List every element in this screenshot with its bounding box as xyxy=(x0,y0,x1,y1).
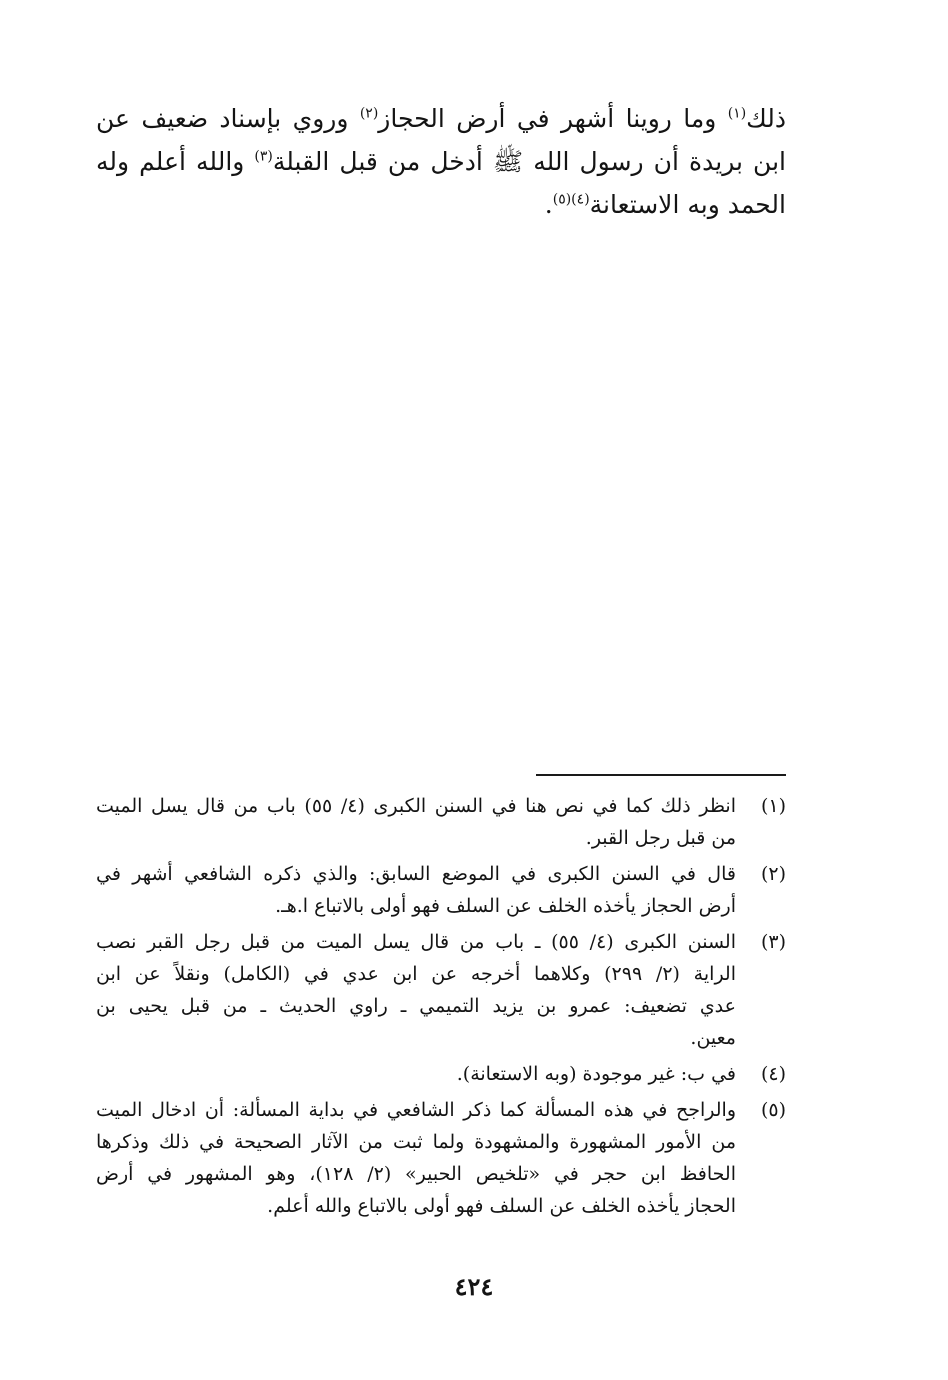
text-segment: الحمد وبه الاستعانة xyxy=(589,190,786,219)
footnote-item xyxy=(96,1094,786,1222)
footnote-number: (٢) xyxy=(760,863,786,885)
main-text-line xyxy=(96,183,786,226)
footnote-separator xyxy=(536,774,786,776)
text-segment: ابن بريدة أن رسول الله ﷺ أدخل من قبل القبلة xyxy=(272,147,786,176)
page-number: ٤٢٤ xyxy=(454,1272,494,1301)
footnote-line: عدي تضعيف: عمرو بن يزيد التميمي ـ راوي الحديث ـ من قبل يحيى بن xyxy=(96,995,736,1017)
footnote-number: (٤) xyxy=(760,1063,786,1085)
footnote-number: (٥) xyxy=(760,1099,786,1121)
footnote-line: الراية (٢/ ٢٩٩) وكلاهما أخرجه عن ابن عدي في (الكامل) ونقلاً عن ابن xyxy=(96,963,736,985)
footnote-line: السنن الكبرى (٤/ ٥٥) ـ باب من قال يسل الميت من قبل رجل القبر نصب xyxy=(96,931,736,953)
text-segment: والله أعلم وله xyxy=(96,147,255,176)
main-text-line xyxy=(96,97,786,140)
footnote-text xyxy=(96,926,736,1054)
footnote-line: من الأمور المشهورة والمشهودة ولما ثبت من الآثار الصحيحة في ذلك وذكرها xyxy=(96,1131,736,1153)
footnote-item xyxy=(96,926,786,1054)
text-segment: وروي بإسناد ضعيف عن xyxy=(96,104,360,133)
footnote-line: الحافظ ابن حجر في «تلخيص الحبير» (٢/ ١٢٨)، وهو المشهور في أرض xyxy=(96,1163,736,1185)
footnote-line: قال في السنن الكبرى في الموضع السابق: والذي ذكره الشافعي أشهر في xyxy=(96,863,736,885)
footnote-reference[interactable]: (٤)(٥) xyxy=(552,191,590,208)
footnote-reference[interactable]: (٣) xyxy=(254,148,273,165)
footnote-line: من قبل رجل القبر. xyxy=(585,827,736,849)
text-segment: وما روينا أشهر في أرض الحجاز xyxy=(378,104,728,133)
text-segment: . xyxy=(544,190,553,219)
footnote-line: أرض الحجاز يأخذه الخلف عن السلف فهو أولى بالاتباع ا.هـ. xyxy=(275,895,736,917)
footnotes-section xyxy=(96,790,786,1226)
footnote-text xyxy=(96,1058,736,1090)
footnote-text xyxy=(96,1094,736,1222)
footnote-text xyxy=(96,790,736,854)
footnote-line: الحجاز يأخذه الخلف عن السلف فهو أولى بالاتباع والله أعلم. xyxy=(267,1195,736,1217)
main-text-line xyxy=(96,140,786,183)
main-text-block xyxy=(96,97,786,226)
footnote-line: والراجح في هذه المسألة كما ذكر الشافعي في بداية المسألة: أن ادخال الميت xyxy=(96,1099,736,1121)
footnote-item xyxy=(96,858,786,922)
footnote-number: (١) xyxy=(760,795,786,817)
footnote-line: انظر ذلك كما في نص هنا في السنن الكبرى (٤/ ٥٥) باب من قال يسل الميت xyxy=(96,795,736,817)
text-segment: ذلك xyxy=(746,104,786,133)
footnote-item xyxy=(96,1058,786,1090)
footnote-line: معين. xyxy=(690,1027,736,1049)
footnote-text xyxy=(96,858,736,922)
footnote-reference[interactable]: (١) xyxy=(727,105,747,122)
footnote-item xyxy=(96,790,786,854)
footnote-line: في ب: غير موجودة (وبه الاستعانة). xyxy=(456,1063,736,1085)
footnote-reference[interactable]: (٢) xyxy=(359,105,379,122)
footnote-number: (٣) xyxy=(760,931,786,953)
